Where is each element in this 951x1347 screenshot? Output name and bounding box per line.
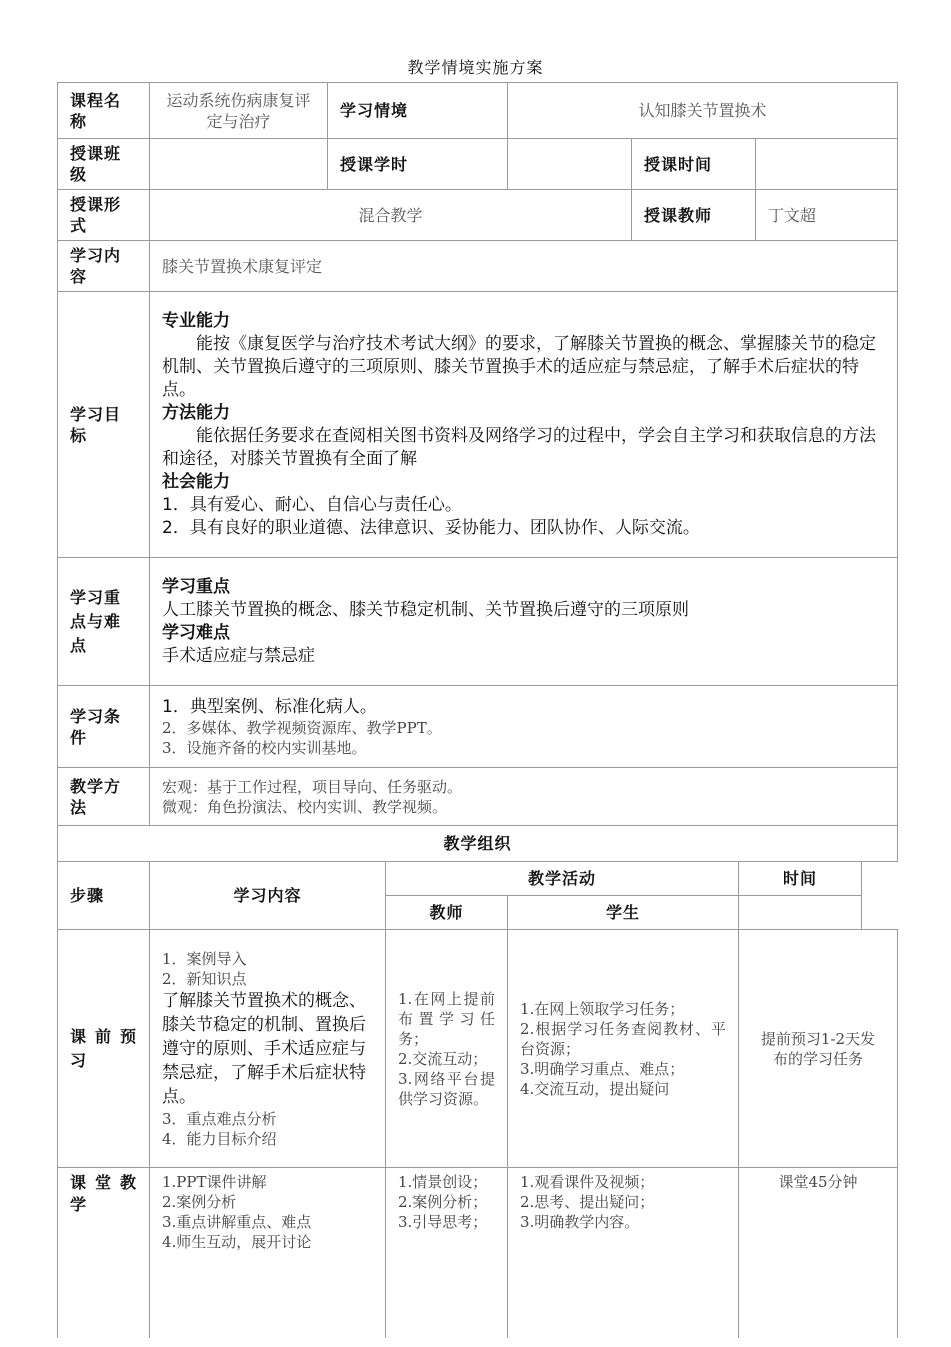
condition-item-3: 3．设施齐备的校内实训基地。 (162, 738, 367, 757)
keypoints-label: 学习重点与难点 (58, 558, 150, 686)
row-1-step: 课前预习 (58, 930, 150, 1168)
row-2-content-2: 2.案例分析 (162, 1193, 237, 1211)
row-1-content-3: 3．重点难点分析 (162, 1109, 277, 1128)
methods-macro: 宏观：基于工作过程，项目导向、任务驱动。 (162, 777, 463, 796)
time-label: 授课时间 (632, 139, 756, 190)
row-2-student-1: 1.观看课件及视频； (520, 1173, 655, 1191)
methods-cell (150, 768, 898, 826)
situation-value: 认知膝关节置换术 (508, 83, 898, 139)
header-spacer (862, 862, 898, 930)
social-heading: 社会能力 (162, 471, 230, 492)
keypoints-cell (150, 558, 898, 686)
social-item-1: 1．具有爱心、耐心、自信心与责任心。 (162, 494, 462, 515)
row-2-teacher-1: 1.情景创设； (398, 1173, 488, 1191)
row-2-student-3: 3.明确教学内容。 (520, 1213, 640, 1231)
row-1-teacher-1: 1.在网上提前布置学习任务； (398, 989, 495, 1048)
col-content: 学习内容 (150, 862, 386, 930)
row-2-time: 课堂45分钟 (739, 1168, 898, 1338)
form-label: 授课形式 (58, 190, 150, 241)
hours-value (508, 139, 632, 190)
page-title: 教学情境实施方案 (407, 58, 544, 77)
row-2-step: 课堂教学 (58, 1168, 150, 1338)
form-value: 混合教学 (150, 190, 632, 241)
condition-item-2: 2．多媒体、教学视频资源库、教学PPT。 (162, 718, 442, 737)
row-1-student-3: 3.明确学习重点、难点； (520, 1059, 685, 1078)
row-2-teacher (386, 1168, 508, 1338)
row-1-student-1: 1.在网上领取学习任务； (520, 999, 685, 1018)
col-time-blank (739, 896, 862, 930)
row-1-teacher-3: 3.网络平台提供学习资源。 (398, 1069, 495, 1108)
row-1-content-4: 4．能力目标介绍 (162, 1129, 277, 1148)
course-name-label: 课程名称 (58, 83, 150, 139)
course-name-value: 运动系统伤病康复评定与治疗 (150, 83, 328, 139)
col-step: 步骤 (58, 862, 150, 930)
row-2-student-2: 2.思考、提出疑问； (520, 1193, 655, 1211)
row-1-teacher-2: 2.交流互动； (398, 1049, 488, 1068)
row-2-student (508, 1168, 739, 1338)
plan-table (57, 82, 898, 1338)
row-1-content-2: 2．新知识点 (162, 969, 247, 988)
col-time: 时间 (739, 862, 862, 896)
content-value: 膝关节置换术康复评定 (150, 241, 898, 292)
time-value (756, 139, 898, 190)
teacher-label: 授课教师 (632, 190, 756, 241)
conditions-label: 学习条件 (58, 686, 150, 768)
col-teacher: 教师 (386, 896, 508, 930)
methods-label: 教学方法 (58, 768, 150, 826)
methods-micro: 微观：角色扮演法、校内实训、教学视频。 (162, 797, 448, 816)
objectives-label: 学习目标 (58, 292, 150, 558)
condition-item-1: 1．典型案例、标准化病人。 (162, 696, 377, 717)
method-text: 能依据任务要求在查阅相关图书资料及网络学习的过程中，学会自主学习和获取信息的方法和途径，对膝关节置换有全面了解 (162, 425, 876, 469)
row-2-content-4: 4.师生互动，展开讨论 (162, 1233, 312, 1251)
row-1-student (508, 930, 739, 1168)
class-label: 授课班级 (58, 139, 150, 190)
row-2-teacher-2: 2.案例分析； (398, 1193, 488, 1211)
pro-heading: 专业能力 (162, 310, 230, 331)
objectives-cell (150, 292, 898, 558)
row-1-student-4: 4.交流互动，提出疑问 (520, 1079, 670, 1098)
teacher-value: 丁文超 (756, 190, 898, 241)
situation-label: 学习情境 (328, 83, 508, 139)
col-activity: 教学活动 (386, 862, 739, 896)
row-2-teacher-3: 3.引导思考； (398, 1213, 488, 1231)
row-2-content-3: 3.重点讲解重点、难点 (162, 1213, 312, 1231)
row-1-time: 提前预习1-2天发布的学习任务 (739, 930, 898, 1168)
row-2-content-1: 1.PPT课件讲解 (162, 1173, 267, 1191)
col-student: 学生 (508, 896, 739, 930)
row-1-content-detail: 了解膝关节置换术的概念、膝关节稳定的机制、置换后遵守的原则、手术适应症与禁忌症，了解手术后症状特点。 (162, 990, 366, 1107)
organization-heading: 教学组织 (58, 826, 898, 862)
row-1-content (150, 930, 386, 1168)
conditions-cell (150, 686, 898, 768)
method-heading: 方法能力 (162, 402, 230, 423)
difficulty-text: 手术适应症与禁忌症 (162, 645, 315, 666)
focus-text: 人工膝关节置换的概念、膝关节稳定机制、关节置换后遵守的三项原则 (162, 599, 689, 620)
row-1-student-2: 2.根据学习任务查阅教材、平台资源； (520, 1019, 726, 1058)
class-value (150, 139, 328, 190)
hours-label: 授课学时 (328, 139, 508, 190)
focus-heading: 学习重点 (162, 576, 230, 597)
difficulty-heading: 学习难点 (162, 622, 230, 643)
social-item-2: 2．具有良好的职业道德、法律意识、妥协能力、团队协作、人际交流。 (162, 517, 700, 538)
pro-text: 能按《康复医学与治疗技术考试大纲》的要求，了解膝关节置换的概念、掌握膝关节的稳定机制、关节置换后遵守的三项原则、膝关节置换手术的适应症与禁忌症，了解手术后症状的特点。 (162, 333, 876, 400)
content-label: 学习内容 (58, 241, 150, 292)
row-1-content-1: 1．案例导入 (162, 949, 247, 968)
row-2-content (150, 1168, 386, 1338)
row-1-teacher (386, 930, 508, 1168)
